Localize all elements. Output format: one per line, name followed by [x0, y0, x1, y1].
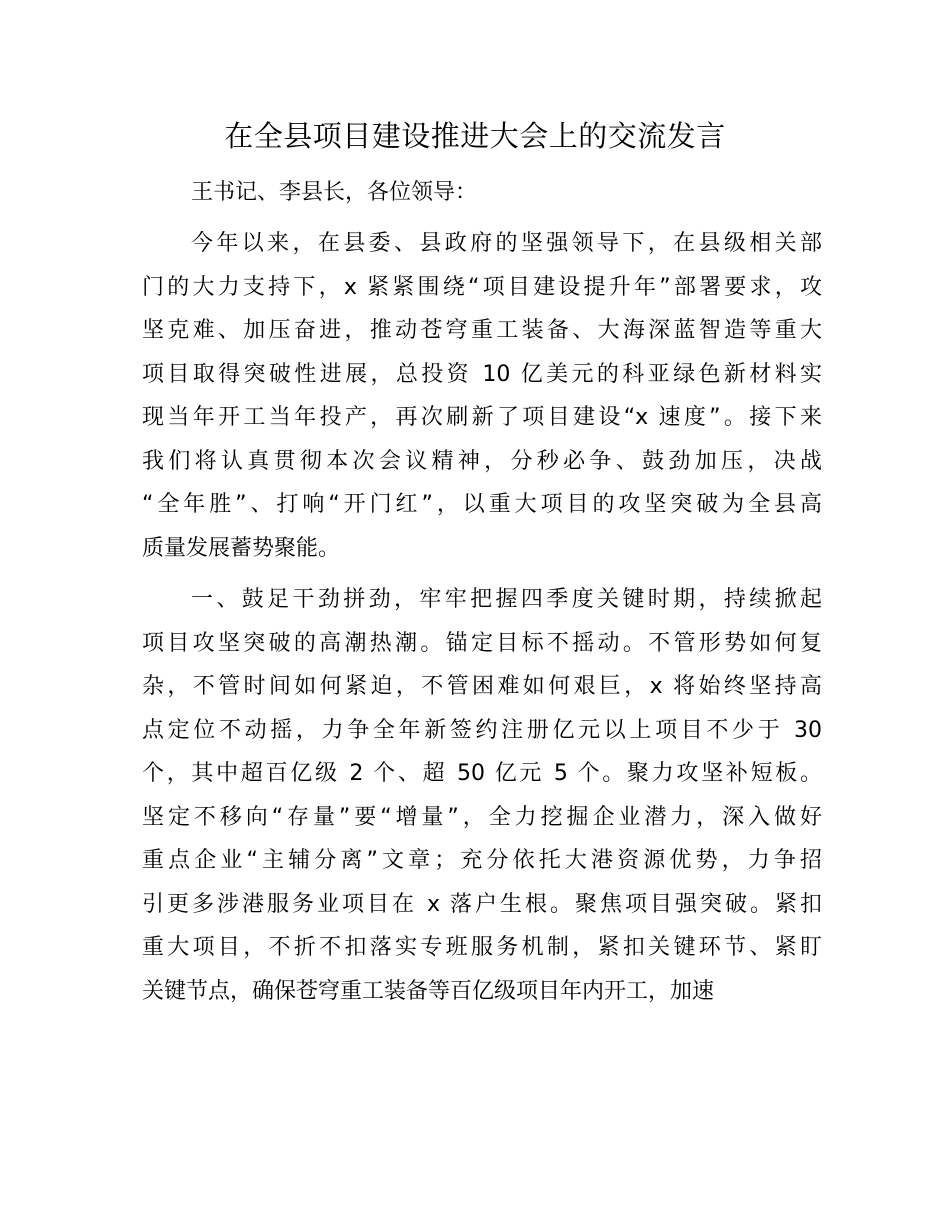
paragraph-line: 关键节点，确保苍穹重工装备等百亿级项目年内开工，加速 — [142, 978, 715, 1004]
paragraph-line: 重点企业“主辅分离”文章；充分依托大港资源优势，力争招 — [142, 848, 822, 873]
paragraph-line: 项目取得突破性进展，总投资 10 亿美元的科亚绿色新材料实 — [142, 361, 822, 387]
paragraph-line: “全年胜”、打响“开门红”，以重大项目的攻坚突破为全县高 — [142, 492, 822, 517]
paragraph-line: 点定位不动摇，力争全年新签约注册亿元以上项目不少于 30 — [142, 717, 822, 743]
salutation: 王书记、李县长，各位领导： — [191, 180, 478, 205]
paragraph-line: 我们将认真贯彻本次会议精神，分秒必争、鼓劲加压，决战 — [142, 448, 822, 474]
document-title: 在全县项目建设推进大会上的交流发言 — [224, 119, 726, 153]
paragraph-line: 今年以来，在县委、县政府的坚强领导下，在县级相关部 — [191, 231, 822, 256]
paragraph-line: 引更多涉港服务业项目在 x 落户生根。聚焦项目强突破。紧扣 — [142, 891, 822, 917]
paragraph-line: 项目攻坚突破的高潮热潮。锚定目标不摇动。不管形势如何复 — [142, 630, 822, 656]
paragraph-line: 门的大力支持下，x 紧紧围绕“项目建设提升年”部署要求，攻 — [142, 274, 822, 300]
paragraph-line: 个，其中超百亿级 2 个、超 50 亿元 5 个。聚力攻坚补短板。 — [142, 761, 822, 786]
paragraph-line: 重大项目，不折不扣落实专班服务机制，紧扣关键环节、紧盯 — [142, 935, 822, 960]
paragraph-line: 质量发展蓄势聚能。 — [142, 535, 341, 561]
paragraph-line: 杂，不管时间如何紧迫，不管困难如何艰巨，x 将始终坚持高 — [142, 674, 822, 699]
paragraph-intro — [142, 222, 822, 570]
paragraph-line: 一、鼓足干劲拼劲，牢牢把握四季度关键时期，持续掀起 — [191, 587, 822, 612]
paragraph-line: 坚克难、加压奋进，推动苍穹重工装备、大海深蓝智造等重大 — [142, 318, 822, 343]
paragraph-line: 现当年开工当年投产，再次刷新了项目建设“x 速度”。接下来 — [142, 405, 822, 430]
paragraph-section-one — [142, 578, 822, 1013]
paragraph-line: 坚定不移向“存量”要“增量”，全力挖掘企业潜力，深入做好 — [142, 804, 822, 830]
